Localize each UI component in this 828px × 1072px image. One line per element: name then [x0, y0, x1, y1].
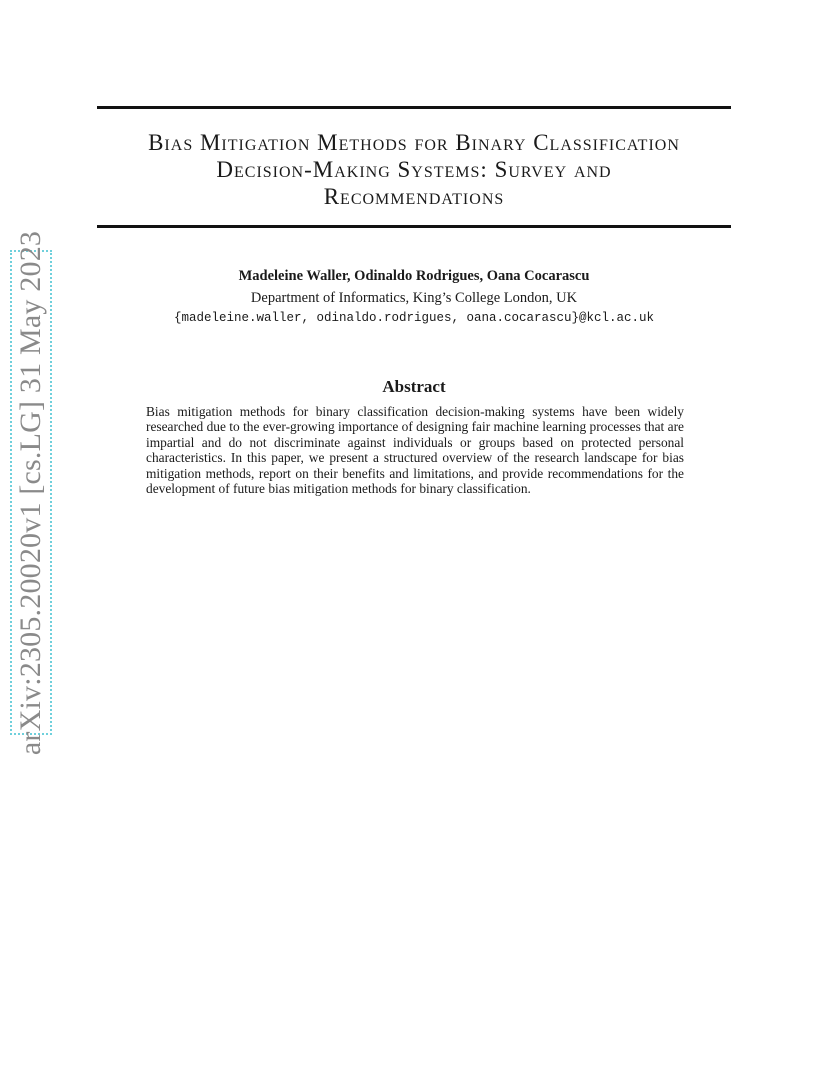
title-rule-top: [97, 106, 731, 109]
title-rule-bottom: [97, 225, 731, 228]
arxiv-stamp: [10, 230, 52, 755]
title-line: Recommendations: [323, 184, 505, 209]
author-list: Madeleine Waller, Odinaldo Rodrigues, Oana Cocarascu: [238, 268, 590, 284]
abstract-heading: Abstract: [382, 377, 446, 396]
author-emails: {madeleine.waller, odinaldo.rodrigues, oana.cocarascu}@kcl.ac.uk: [173, 311, 655, 325]
title-line: Bias Mitigation Methods for Binary Classification: [148, 130, 680, 155]
title-line: Decision-Making Systems: Survey and: [216, 157, 612, 182]
abstract-text: Bias mitigation methods for binary classification decision-making systems have been widely researched due to the ever-growing importance of designing fair machine learning processes that are impartial and do not discriminate against individuals or groups based on protected personal characteristics. In this paper, we present a structured overview of the research landscape for bias mitigation methods, report on their benefits and limitations, and provide recommendations for the development of future bias mitigation methods for binary classification.: [146, 404, 684, 497]
arxiv-identifier: arXiv:2305.20020v1 [cs.LG] 31 May 2023: [14, 230, 47, 755]
paper-title: [97, 129, 731, 210]
affiliation: Department of Informatics, King’s College London, UK: [250, 290, 578, 306]
